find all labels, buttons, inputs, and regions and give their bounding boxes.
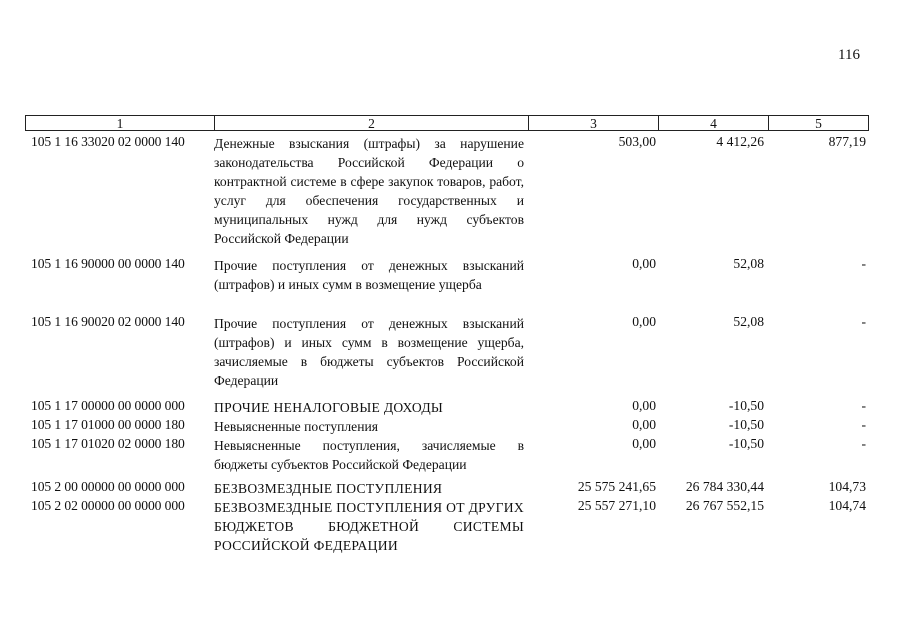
column-header-5: 5: [768, 115, 869, 131]
row-name: Денежные взыскания (штрафы) за нарушение законодательства Российской Федерации о контрактной системе в сфере закупок товаров, работ, услуг для обеспечения государственных и муниципальных нужд для нужд субъектов Российской Федерации: [214, 136, 524, 246]
row-code: 105 1 17 00000 00 0000 000: [31, 398, 185, 413]
row-value-3: 0,00: [632, 436, 656, 451]
row-value-3: 0,00: [632, 256, 656, 271]
row-code: 105 1 17 01020 02 0000 180: [31, 436, 185, 451]
row-value-4: -10,50: [728, 398, 764, 413]
row-value-4: 4 412,26: [716, 134, 764, 149]
column-header-3: 3: [528, 115, 658, 131]
row-value-3: 0,00: [632, 417, 656, 432]
row-value-4: 52,08: [733, 314, 764, 329]
row-value-3: 25 575 241,65: [577, 479, 656, 494]
row-code: 105 2 00 00000 00 0000 000: [31, 479, 185, 494]
row-code: 105 1 17 01000 00 0000 180: [31, 417, 185, 432]
row-value-3: 0,00: [632, 314, 656, 329]
row-value-3: 0,00: [632, 398, 656, 413]
row-name: Прочие поступления от денежных взысканий (штрафов) и иных сумм в возмещение ущерба: [214, 258, 524, 292]
column-header-4: 4: [658, 115, 768, 131]
row-name: ПРОЧИЕ НЕНАЛОГОВЫЕ ДОХОДЫ: [214, 400, 444, 415]
row-value-4: 26 767 552,15: [685, 498, 764, 513]
row-value-5: 877,19: [828, 134, 866, 149]
column-header-2: 2: [214, 115, 528, 131]
row-name: Прочие поступления от денежных взысканий (штрафов) и иных сумм в возмещение ущерба, зачисляемые в бюджеты субъектов Российской Федерации: [214, 316, 524, 388]
row-value-5: 104,74: [828, 498, 866, 513]
row-name: Невыясненные поступления: [214, 419, 379, 434]
row-name: БЕЗВОЗМЕЗДНЫЕ ПОСТУПЛЕНИЯ ОТ ДРУГИХ БЮДЖЕТОВ БЮДЖЕТНОЙ СИСТЕМЫ РОССИЙСКОЙ ФЕДЕРАЦИИ: [214, 500, 524, 553]
row-value-3: 503,00: [618, 134, 656, 149]
row-value-5: -: [861, 256, 866, 271]
row-value-3: 25 557 271,10: [577, 498, 656, 513]
row-value-4: 52,08: [733, 256, 764, 271]
column-header-1: 1: [25, 115, 214, 131]
row-value-5: -: [861, 398, 866, 413]
row-value-4: -10,50: [728, 436, 764, 451]
row-value-5: -: [861, 314, 866, 329]
row-value-5: 104,73: [828, 479, 866, 494]
row-name: БЕЗВОЗМЕЗДНЫЕ ПОСТУПЛЕНИЯ: [214, 481, 443, 496]
row-code: 105 1 16 90000 00 0000 140: [31, 256, 185, 271]
row-code: 105 1 16 33020 02 0000 140: [31, 134, 185, 149]
row-code: 105 1 16 90020 02 0000 140: [31, 314, 185, 329]
row-value-4: 26 784 330,44: [685, 479, 764, 494]
row-value-4: -10,50: [728, 417, 764, 432]
row-value-5: -: [861, 436, 866, 451]
page-number: 116: [838, 47, 860, 63]
row-code: 105 2 02 00000 00 0000 000: [31, 498, 185, 513]
row-name: Невыясненные поступления, зачисляемые в бюджеты субъектов Российской Федерации: [214, 438, 524, 472]
row-value-5: -: [861, 417, 866, 432]
